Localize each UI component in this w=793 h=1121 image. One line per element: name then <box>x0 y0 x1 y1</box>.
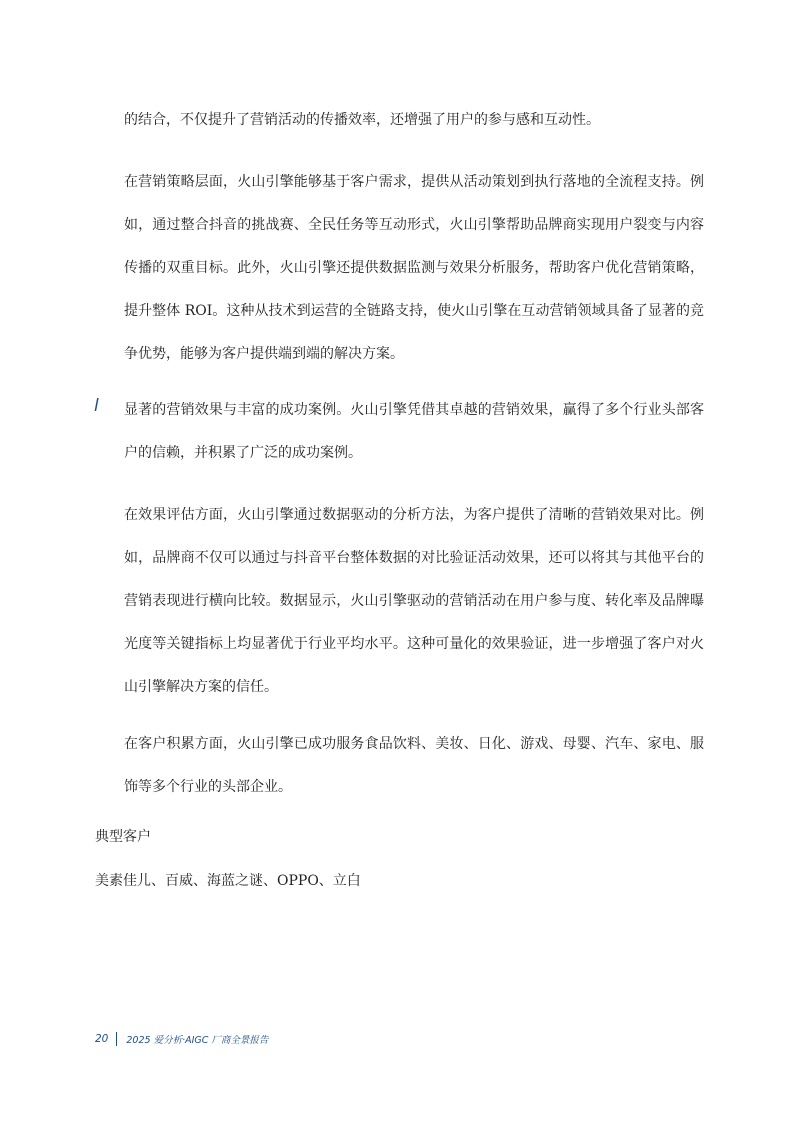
paragraph-effect-evaluation: 在效果评估方面，火山引擎通过数据驱动的分析方法，为客户提供了清晰的营销效果对比。例如，品牌商不仅可以通过与抖音平台整体数据的对比验证活动效果，还可以将其与其他平台的营销表现进行横向比较。数据显示，火山引擎驱动的营销活动在用户参与度、转化率及品牌曝光度等关键指标上均显著优于行业平均水平。这种可量化的效果验证，进一步增强了客户对火山引擎解决方案的信任。 <box>124 507 704 695</box>
page-number: 20 <box>95 1033 109 1045</box>
bullet-marker: l <box>94 396 99 416</box>
paragraph-client-accumulation: 在客户积累方面，火山引擎已成功服务食品饮料、美妆、日化、游戏、母婴、汽车、家电、服饰等多个行业的头部企业。 <box>124 736 704 795</box>
page-footer <box>95 1032 268 1046</box>
paragraph-bullet-results: 显著的营销效果与丰富的成功案例。火山引擎凭借其卓越的营销效果，赢得了多个行业头部客户的信赖，并积累了广泛的成功案例。 <box>124 402 704 461</box>
paragraph-marketing-strategy: 在营销策略层面，火山引擎能够基于客户需求，提供从活动策划到执行落地的全流程支持。例如，通过整合抖音的挑战赛、全民任务等互动形式，火山引擎帮助品牌商实现用户裂变与内容传播的双重目标。此外，火山引擎还提供数据监测与效果分析服务，帮助客户优化营销策略，提升整体 ROI。这种从技术到运营的全链路支持，使火山引擎在互动营销领域具备了显著的竞争优势，能够为客户提供端到端的解决方案。 <box>124 174 704 362</box>
paragraph-intro-continuation: 的结合，不仅提升了营销活动的传播效率，还增强了用户的参与感和互动性。 <box>124 112 600 128</box>
footer-report-title: 2025 爱分析·AIGC 厂商全景报告 <box>126 1035 269 1046</box>
clients-list: 美素佳儿、百威、海蓝之谜、OPPO、立白 <box>95 873 361 889</box>
footer-divider <box>116 1032 117 1046</box>
section-heading-typical-clients: 典型客户 <box>95 829 151 845</box>
